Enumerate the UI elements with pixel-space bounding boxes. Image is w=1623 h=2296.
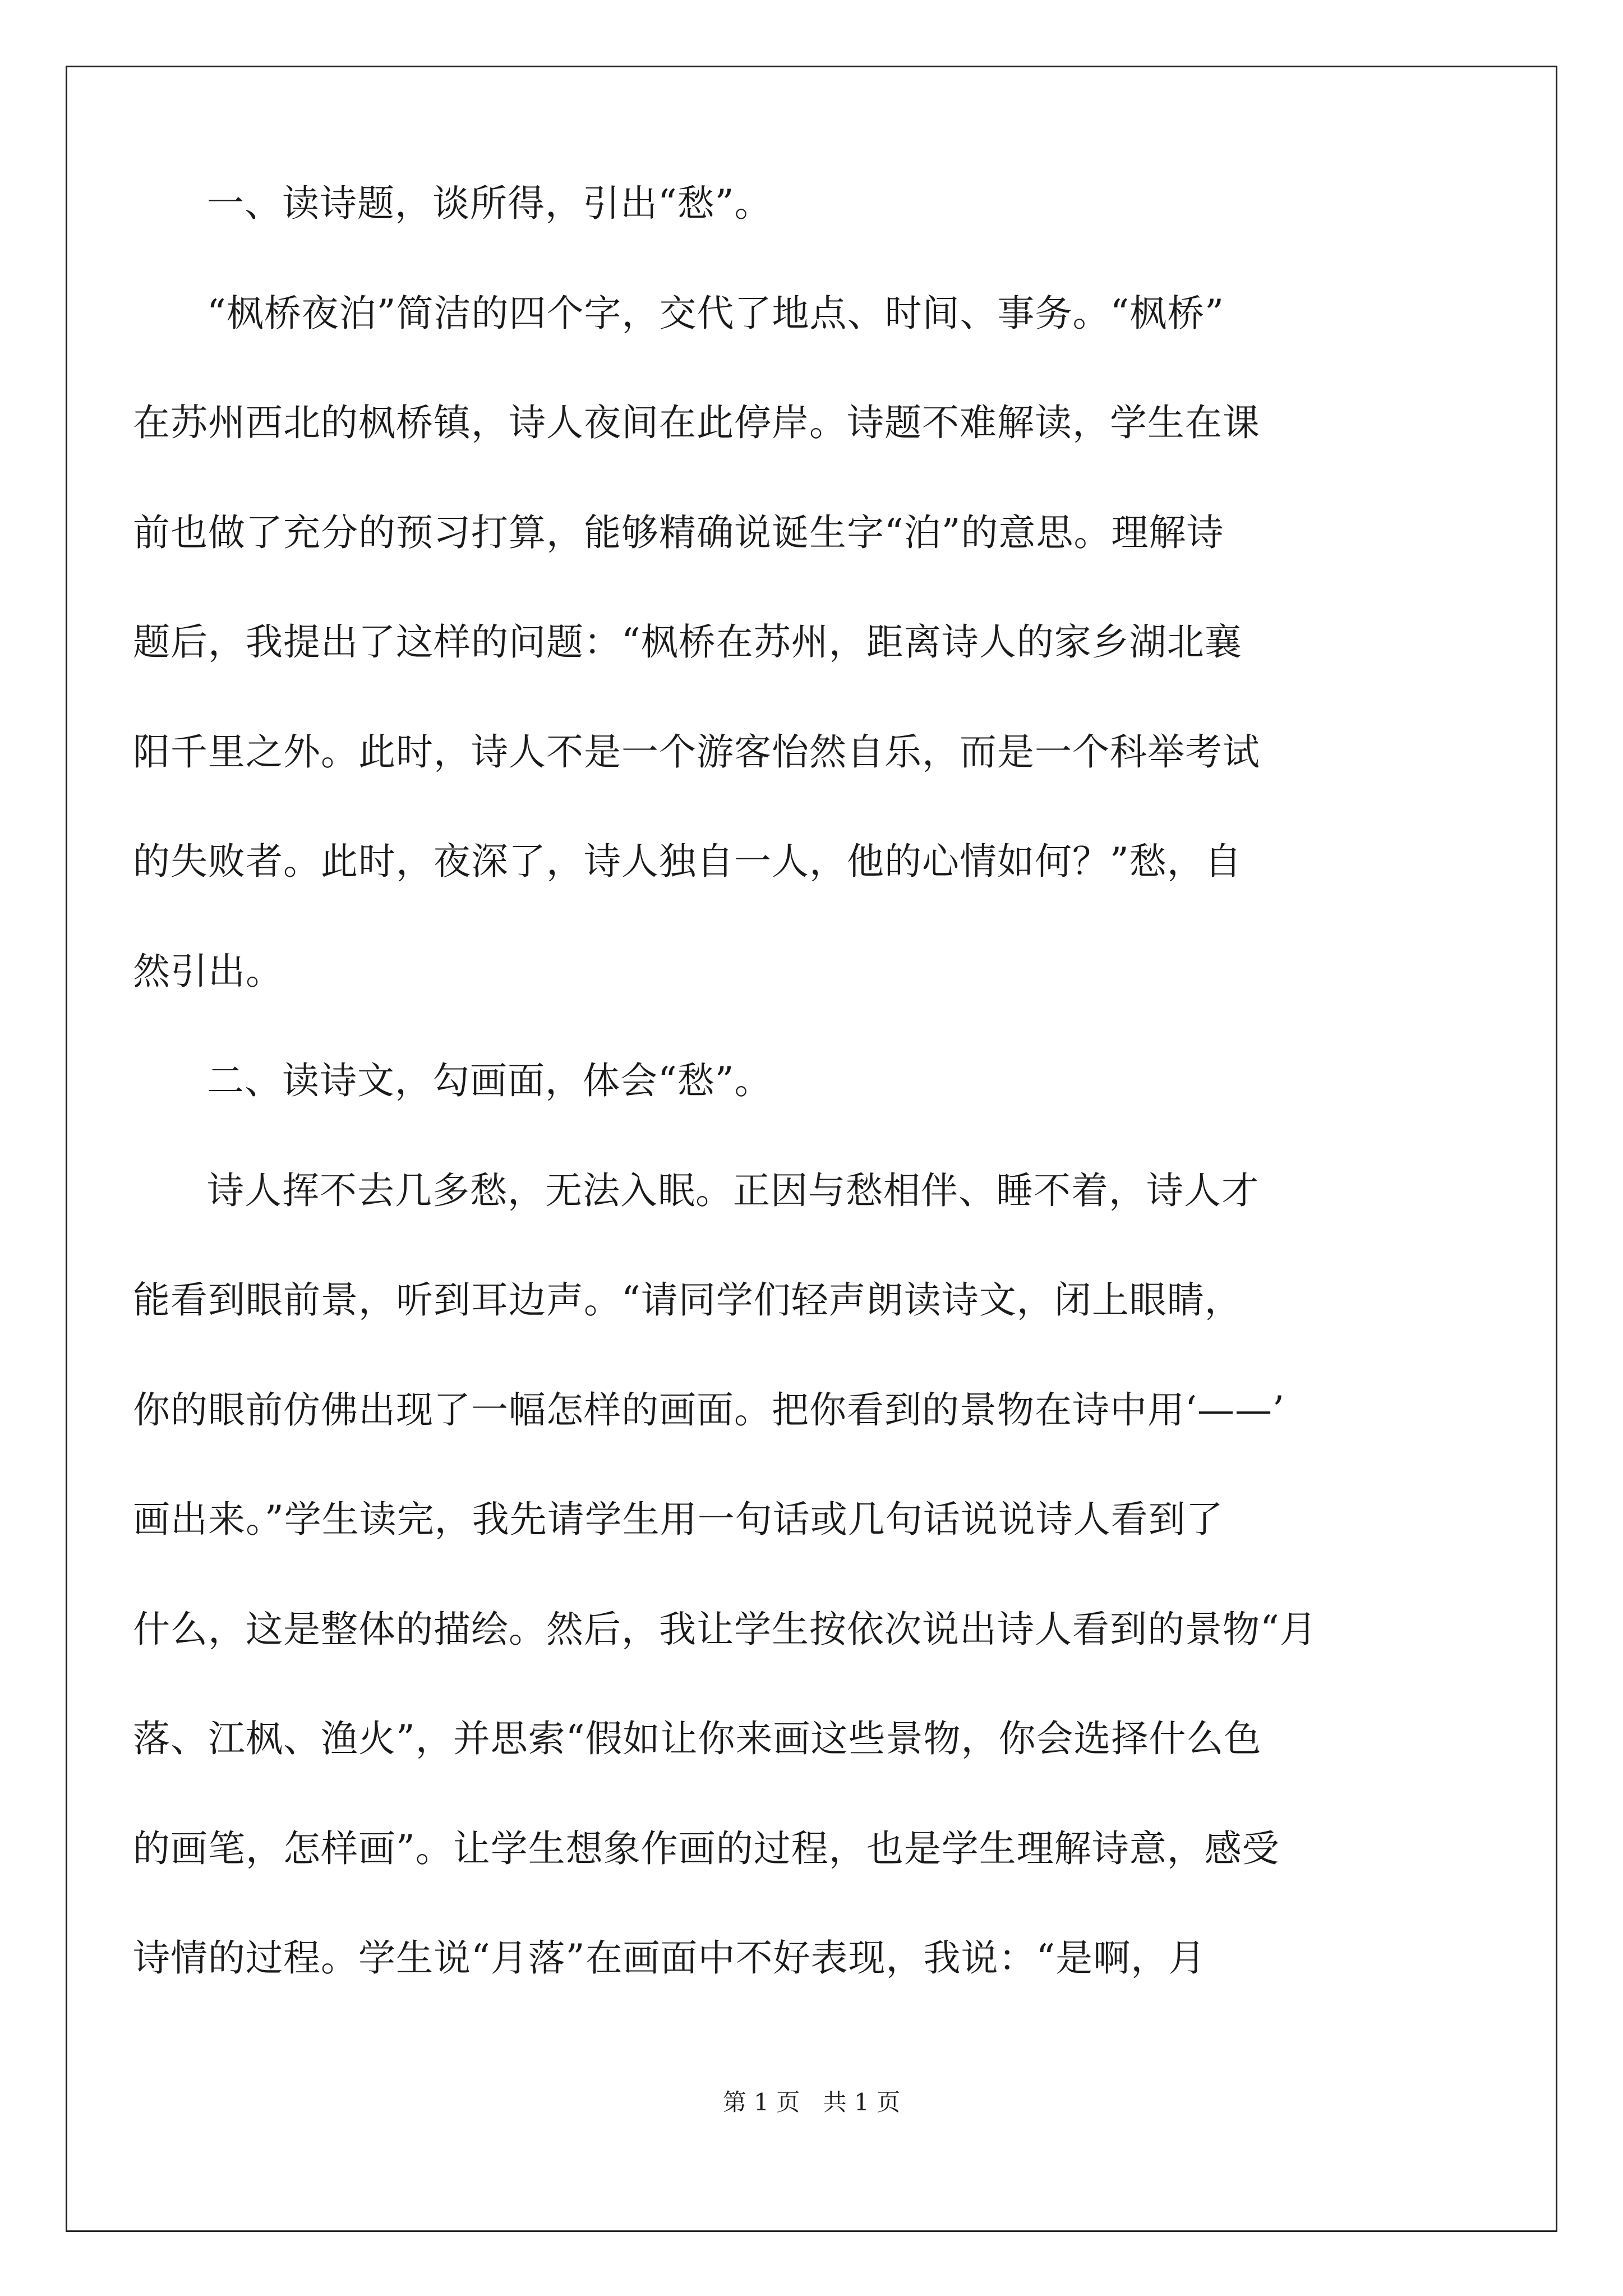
paragraph-line: 画出来。”学生读完，我先请学生用一句话或几句话说说诗人看到了	[133, 1498, 1224, 1541]
paragraph-line: 前也做了充分的预习打算，能够精确说诞生字“泊”的意思。理解诗	[133, 510, 1224, 554]
paragraph-line: 你的眼前仿佛出现了一幅怎样的画面。把你看到的景物在诗中用‘——’	[133, 1388, 1285, 1432]
paragraph-line: 然引出。	[133, 949, 283, 993]
paragraph-line: 什么，这是整体的描绘。然后，我让学生按依次说出诗人看到的景物“月	[133, 1607, 1317, 1651]
page-footer	[0, 2084, 1623, 2118]
paragraph-line: 一、读诗题，谈所得，引出“愁”。	[207, 182, 772, 225]
paragraph-line: 的画笔，怎样画”。让学生想象作画的过程，也是学生理解诗意，感受	[133, 1826, 1280, 1870]
paragraph-line: 二、读诗文，勾画面，体会“愁”。	[207, 1059, 772, 1102]
document-body	[133, 182, 1428, 2050]
paragraph-line: 题后，我提出了这样的问题：“枫桥在苏州，距离诗人的家乡湖北襄	[133, 620, 1242, 664]
paragraph-line: 诗人挥不去几多愁，无法入眠。正因与愁相伴、睡不着，诗人才	[207, 1168, 1259, 1212]
paragraph-line: 阳千里之外。此时，诗人不是一个游客怡然自乐，而是一个科举考试	[133, 730, 1260, 774]
paragraph-line: 落、江枫、渔火”，并思索“假如让你来画这些景物，你会选择什么色	[133, 1717, 1262, 1760]
page-total: 共 1 页	[823, 2088, 901, 2116]
paragraph-line: 能看到眼前景，听到耳边声。“请同学们轻声朗读诗文，闭上眼睛，	[133, 1278, 1242, 1322]
paragraph-line: “枫桥夜泊”简洁的四个字，交代了地点、时间、事务。“枫桥”	[207, 291, 1224, 335]
paragraph-line: 的失败者。此时，夜深了，诗人独自一人，他的心情如何？”愁，自	[133, 840, 1242, 883]
paragraph-line: 在苏州西北的枫桥镇，诗人夜间在此停岸。诗题不难解读，学生在课	[133, 401, 1260, 444]
page-number: 第 1 页	[722, 2088, 800, 2116]
paragraph-line: 诗情的过程。学生说“月落”在画面中不好表现，我说：“是啊，月	[133, 1936, 1206, 1980]
